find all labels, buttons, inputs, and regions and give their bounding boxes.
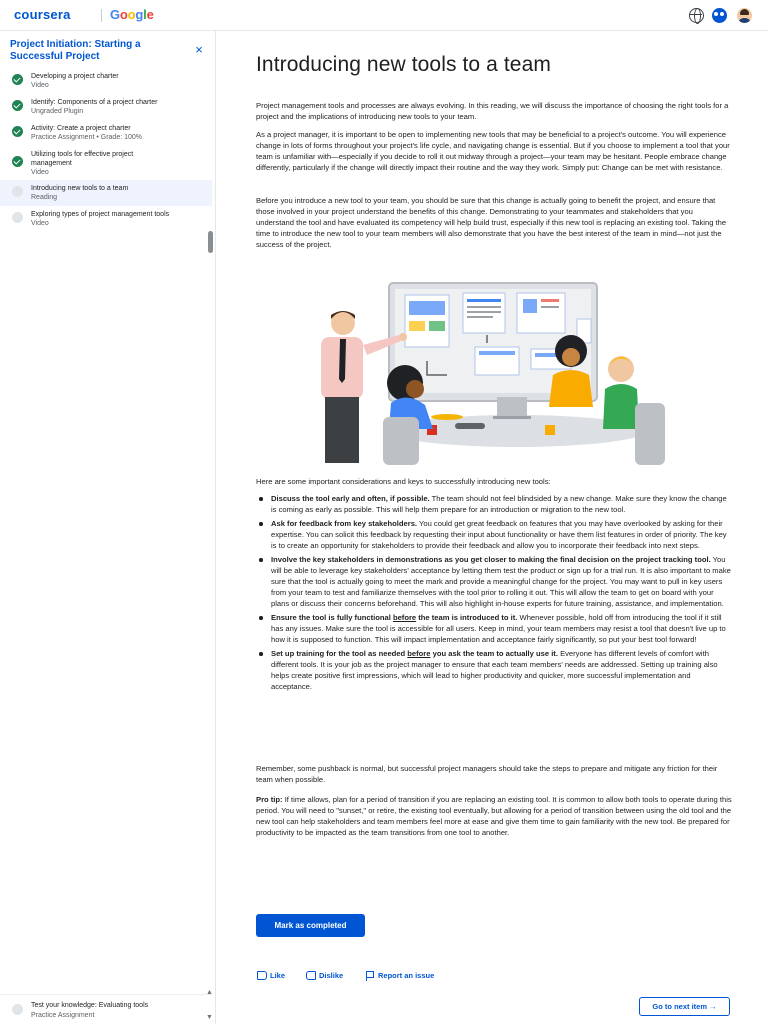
team-meeting-illustration <box>287 279 697 469</box>
module-item-type: Reading <box>31 194 58 201</box>
list-item: Ask for feedback from key stakeholders. You could get great feedback on features that you may have overlooked by asking for their expertise. You can solicit this feedback by requesting their input about functionality or have them list features in order of priority. The key is to create an opportunity for stakeholders to provide their feedback and allow you to incorporate their feedback into next steps. <box>271 518 733 551</box>
logo-divider <box>101 9 102 22</box>
thumbs-up-icon <box>257 971 267 980</box>
flag-icon <box>365 971 375 980</box>
globe-icon[interactable] <box>689 8 704 23</box>
intro-paragraph: Project management tools and processes are always evolving. In this reading, we will discuss the importance of choosing the right tools for a project and the implications of introducing new tools to your team. <box>256 101 729 121</box>
scroll-down-arrow-icon[interactable]: ▼ <box>206 1014 213 1021</box>
module-item[interactable] <box>0 146 212 180</box>
module-item[interactable] <box>0 120 212 146</box>
completed-check-icon <box>12 100 23 111</box>
module-item[interactable] <box>0 94 212 120</box>
list-item: Involve the key stakeholders in demonstrations as you get closer to making the final decision on the project tracking tool. You will be able to leverage key stakeholders' acceptance by letting them test the product or sign up for a trial run. It is also important to make sure that the tool is actually going to meet the mark and provide a meaningful change for the project. You may want to pull in key users from your team to test and familiarize themselves with the tool prior to rolling it out. This will allow the team to get on board with your plans or discuss their concerns beforehand. This will also highlight in-house experts for future training, assistance, and implementation. <box>271 554 733 609</box>
paragraph: As a project manager, it is important to be open to implementing new tools that may be beneficial to a project's outcome. You will experience change in lots of forms throughout your project's life cycle, and navigating change is essential. But if you choose to implement a tool that your team is unfamiliar with—especially if you decide to roll it out midway through a project—your team may be hesitant. People embrace change differently, particularly if the change will directly impact their routine and the way they work. Simply put: Change can be met with resistance. <box>256 130 730 172</box>
arrow-right-icon: → <box>709 1002 717 1011</box>
module-item-title: Introducing new tools to a team <box>31 185 129 192</box>
course-sidebar <box>0 31 216 1024</box>
paragraph: Before you introduce a new tool to your team, you should be sure that this change is actually going to benefit the project, and ensure that those involved in your project understand the benefits of this change. Demonstrating to your teammates and stakeholders that you understand the tool and have evaluated its competency will help build trust, especially if this new tool is replacing an existing tool. Taking the time to introduce the new tool to your team members will also demonstrate that you have the best interest of the team in mind—not just the success of the project. <box>256 196 727 249</box>
pro-tip-paragraph: Pro tip: If time allows, plan for a period of transition if you are replacing an existing tool. It is common to allow both tools to operate during this period. You will need to "sunset," or retire, the existing tool eventually, but allowing for a period of transition between using the old tool and the new tool can help stakeholders and team members feel more at ease and give them time to gain familiarity with the new tool. Be prepared for productivity to be impacted as the team transitions from one tool to another. <box>256 795 732 837</box>
considerations-list <box>271 493 733 695</box>
module-item-type: Video <box>31 82 49 89</box>
report-label: Report an issue <box>378 970 435 980</box>
page-title: Introducing new tools to a team <box>256 53 551 76</box>
google-logo: Google <box>110 7 154 22</box>
completed-check-icon <box>12 156 23 167</box>
module-item-title: Activity: Create a project charter <box>31 125 131 132</box>
module-item[interactable] <box>0 994 212 1024</box>
dislike-button[interactable] <box>306 969 343 981</box>
module-item-type: Ungraded Plugin <box>31 108 84 115</box>
not-started-circle-icon <box>12 1004 23 1015</box>
scroll-up-arrow-icon[interactable]: ▲ <box>206 989 213 996</box>
thumbs-down-icon <box>306 971 316 980</box>
sidebar-scrollbar[interactable] <box>208 231 213 253</box>
remember-paragraph: Remember, some pushback is normal, but successful project managers should take the steps to prepare and mitigate any friction for their team when possible. <box>256 764 718 784</box>
list-item: Set up training for the tool as needed before you ask the team to actually use it. Everyone has different levels of comfort with different tools. It is your job as the project manager to ensure that each team members' needs are addressed. Setting up training also helps create positive first impressions, which will lead to higher productivity and quicker, more successful implementation and acceptance. <box>271 648 733 692</box>
module-item-title: Identify: Components of a project charter <box>31 99 158 106</box>
coursera-logo[interactable]: coursera <box>14 7 71 22</box>
completed-check-icon <box>12 74 23 85</box>
module-item-title: Developing a project charter <box>31 73 119 80</box>
coach-owl-icon[interactable] <box>712 8 727 23</box>
module-item-current[interactable] <box>0 180 212 206</box>
module-item-title: Utilizing tools for effective project management <box>31 151 134 167</box>
module-item[interactable] <box>0 206 212 232</box>
next-label: Go to next item <box>652 1002 707 1011</box>
module-item-title: Exploring types of project management tools <box>31 211 170 218</box>
reading-content <box>217 31 768 1024</box>
completed-check-icon <box>12 126 23 137</box>
like-button[interactable] <box>257 969 285 981</box>
close-sidebar-button[interactable]: × <box>195 42 203 57</box>
considerations-intro: Here are some important considerations and keys to successfully introducing new tools: <box>256 477 551 486</box>
in-progress-circle-icon <box>12 186 23 197</box>
module-item-type: Practice Assignment • Grade: 100% <box>31 134 143 141</box>
module-item-type: Video <box>31 220 49 227</box>
report-issue-button[interactable] <box>365 969 434 981</box>
top-header <box>0 0 768 31</box>
module-item-title: Test your knowledge: Evaluating tools <box>31 1002 149 1009</box>
pro-tip-label: Pro tip: <box>256 795 283 804</box>
avatar[interactable] <box>737 8 752 23</box>
list-item: Ensure the tool is fully functional before the team is introduced to it. Whenever possible, hold off from introducing the tool if it still has any issues. Make sure the tool is accessible for all users. Keep in mind, your team members may resist a tool that doesn't live up to how it is supposed to function. This will impact implementation and acceptance fairly significantly, so put your best tool forward! <box>271 612 733 645</box>
dislike-label: Dislike <box>319 970 344 980</box>
list-item: Discuss the tool early and often, if possible. The team should not feel blindsided by a new change. Make sure they know the change is coming as early as possible. This will help them prepare for an introduction or migration to the new tool. <box>271 493 733 515</box>
course-title[interactable]: Project Initiation: Starting a Successful Project <box>10 39 141 62</box>
go-to-next-item-button[interactable] <box>639 997 730 1016</box>
like-label: Like <box>270 970 286 980</box>
module-item-type: Video <box>31 169 49 176</box>
not-started-circle-icon <box>12 212 23 223</box>
module-item[interactable] <box>0 68 212 94</box>
mark-as-completed-button[interactable]: Mark as completed <box>256 914 365 937</box>
module-item-type: Practice Assignment <box>31 1012 95 1019</box>
module-item-list <box>0 68 212 232</box>
